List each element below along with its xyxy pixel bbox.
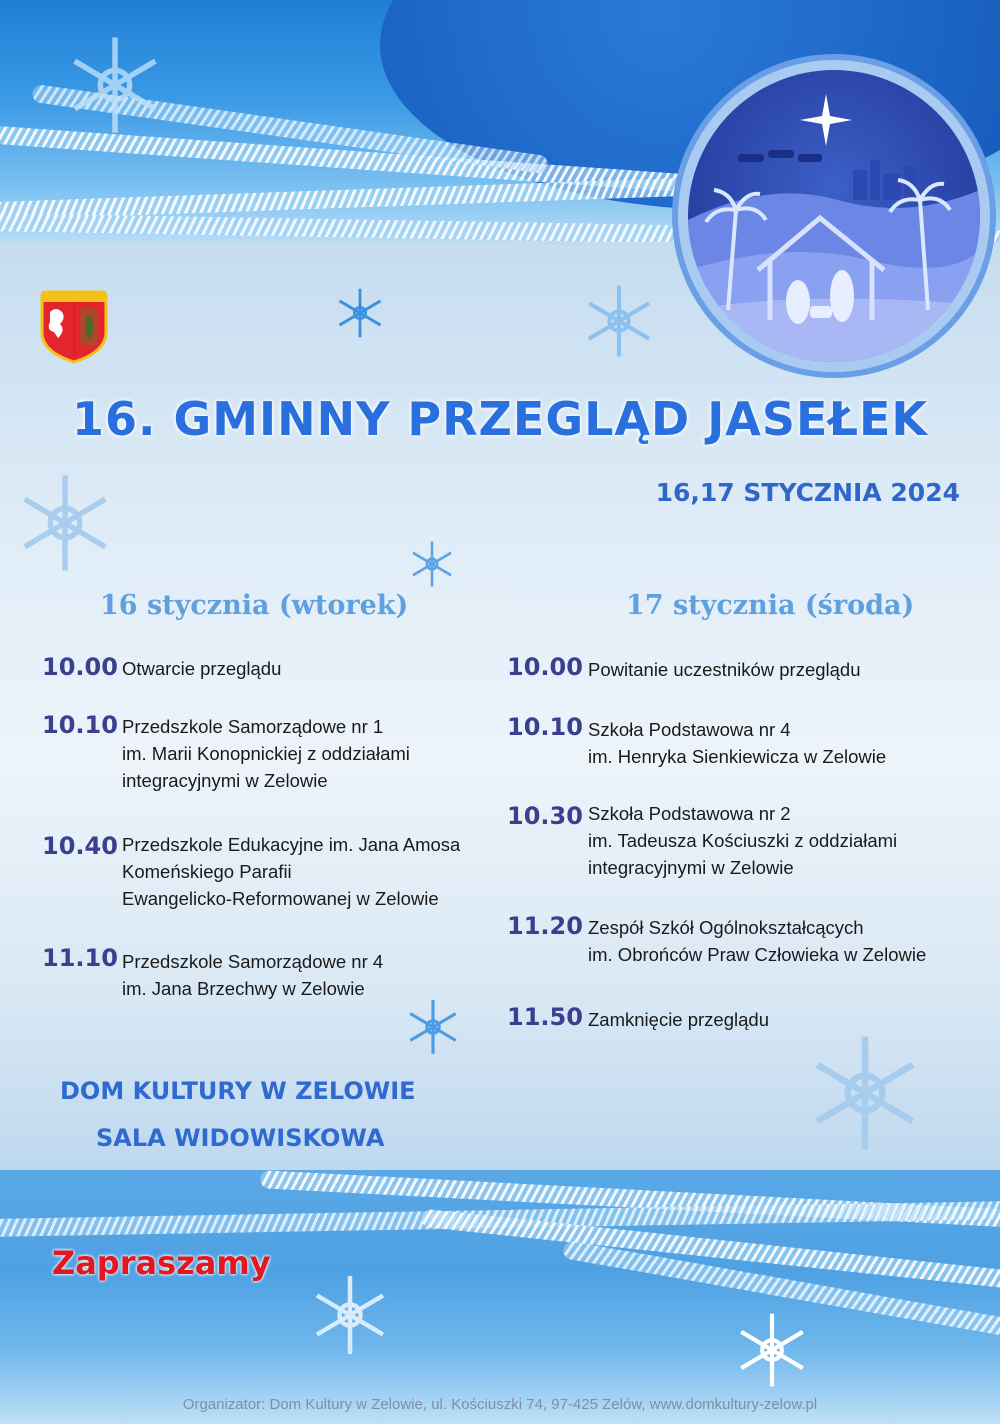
day1-time: 10.40 — [42, 832, 118, 860]
day1-time: 10.10 — [42, 711, 118, 739]
snowflake-icon — [578, 280, 660, 362]
day2-event: Zamknięcie przeglądu — [588, 1009, 769, 1030]
day2-event: Powitanie uczestników przeglądu — [588, 659, 861, 680]
organizer-footer: Organizator: Dom Kultury w Zelowie, ul. Kościuszki 74, 97-425 Zelów, www.domkultury-zelow.pl — [182, 1396, 818, 1413]
bottom-winter-background — [0, 1170, 1000, 1424]
snowflake-icon — [305, 1270, 395, 1360]
day2-time: 10.10 — [507, 713, 583, 741]
day2-time: 10.00 — [507, 653, 583, 681]
poster-title: 16. GMINNY PRZEGLĄD JASEŁEK — [71, 392, 929, 446]
day1-event: Otwarcie przeglądu — [122, 658, 282, 679]
day2-event: Szkoła Podstawowa nr 4 im. Henryka Sienkiewicza w Zelowie — [588, 719, 887, 767]
day1-heading: 16 stycznia (wtorek) — [100, 590, 409, 621]
day1-event: Przedszkole Samorządowe nr 4 im. Jana Brzechwy w Zelowie — [122, 951, 384, 999]
day2-heading: 17 stycznia (środa) — [626, 590, 915, 621]
day1-time: 11.10 — [42, 944, 118, 972]
snowflake-icon — [402, 996, 464, 1058]
snowflake-icon — [800, 1028, 930, 1158]
day2-time: 10.30 — [507, 802, 583, 830]
day2-time: 11.20 — [507, 912, 583, 940]
snowflake-icon — [406, 538, 458, 590]
day2-time: 11.50 — [507, 1003, 583, 1031]
snowflake-icon — [332, 285, 388, 341]
day2-event: Szkoła Podstawowa nr 2 im. Tadeusza Kościuszki z oddziałami integracyjnymi w Zelowie — [588, 803, 898, 878]
day2-event: Zespół Szkół Ogólnokształcących im. Obrońców Praw Człowieka w Zelowie — [588, 917, 927, 965]
venue-name: DOM KULTURY W ZELOWIE — [60, 1077, 416, 1105]
day1-event: Przedszkole Samorządowe nr 1 im. Marii Konopnickiej z oddziałami integracyjnymi w Zelowie — [122, 716, 410, 791]
snowflake-icon — [730, 1308, 814, 1392]
snowflake-icon — [60, 30, 170, 140]
day1-event: Przedszkole Edukacyjne im. Jana Amosa Komeńskiego Parafii Ewangelicko-Reformowanej w Zelowie — [122, 834, 461, 909]
coat-of-arms — [38, 288, 110, 364]
day1-time: 10.00 — [42, 653, 118, 681]
venue-hall: SALA WIDOWISKOWA — [96, 1124, 385, 1152]
event-dates: 16,17 STYCZNIA 2024 — [655, 478, 960, 507]
invite-text: Zapraszamy — [52, 1244, 271, 1282]
snowflake-icon — [10, 468, 120, 578]
nativity-emblem — [688, 70, 980, 362]
